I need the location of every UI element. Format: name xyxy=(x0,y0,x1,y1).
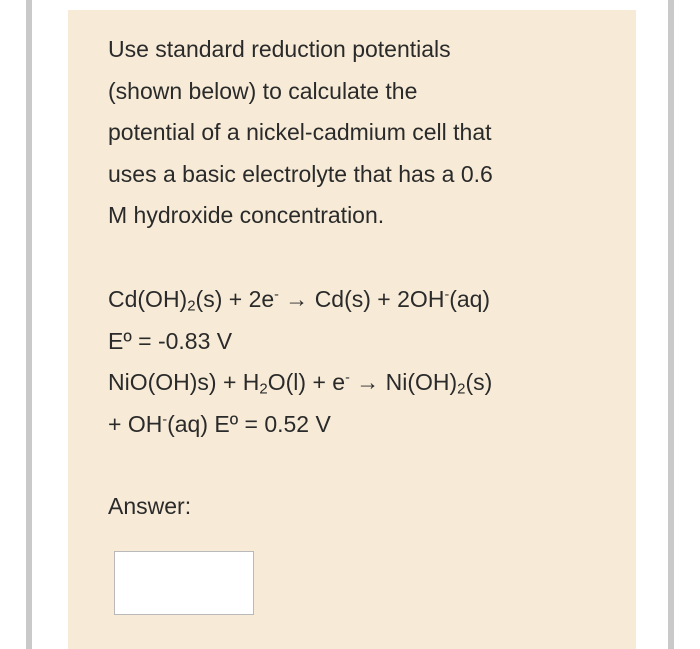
nickel-reaction xyxy=(108,362,492,404)
subscript-2: 2 xyxy=(457,380,466,398)
hydroxide-charge: - xyxy=(162,410,168,427)
question-line-2: (shown below) to calculate the xyxy=(108,77,418,104)
right-border-bar xyxy=(668,0,674,649)
ni-reaction-part: → Ni(OH) xyxy=(349,369,458,395)
electron-charge: - xyxy=(345,369,350,386)
half-reactions xyxy=(108,279,492,445)
answer-label: Answer: xyxy=(108,493,192,519)
nickel-reaction-continued xyxy=(108,404,492,446)
cd-formula: Cd(OH) xyxy=(108,286,188,312)
question-line-5: M hydroxide concentration. xyxy=(108,202,385,228)
subscript-2: 2 xyxy=(259,380,268,398)
answer-input[interactable] xyxy=(114,551,254,615)
cadmium-potential: Eº = -0.83 V xyxy=(108,327,233,354)
ni-reaction-part: O(l) + e xyxy=(267,369,346,395)
question-line-3: potential of a nickel-cadmium cell that xyxy=(108,119,492,145)
question-line-1: Use standard reduction potentials xyxy=(108,36,451,62)
question-text xyxy=(108,29,493,237)
nickel-potential: (aq) Eº = 0.52 V xyxy=(167,410,331,437)
cd-reaction-part: → Cd(s) + 2OH xyxy=(278,286,445,312)
question-line-4: uses a basic electrolyte that has a 0.6 xyxy=(108,160,493,187)
hydroxide-charge: - xyxy=(444,286,450,303)
left-border-bar xyxy=(26,0,32,649)
cadmium-reaction xyxy=(108,279,492,321)
ni-reaction-part: (s) xyxy=(465,369,493,395)
subscript-2: 2 xyxy=(187,297,196,315)
cd-reaction-part: (s) + 2e xyxy=(195,286,275,312)
cd-reaction-part: (aq) xyxy=(449,286,491,312)
ni-reaction-part: + OH xyxy=(108,410,163,437)
ni-reaction-part: NiO(OH)s) + H xyxy=(108,369,260,395)
electron-charge: - xyxy=(274,286,279,303)
